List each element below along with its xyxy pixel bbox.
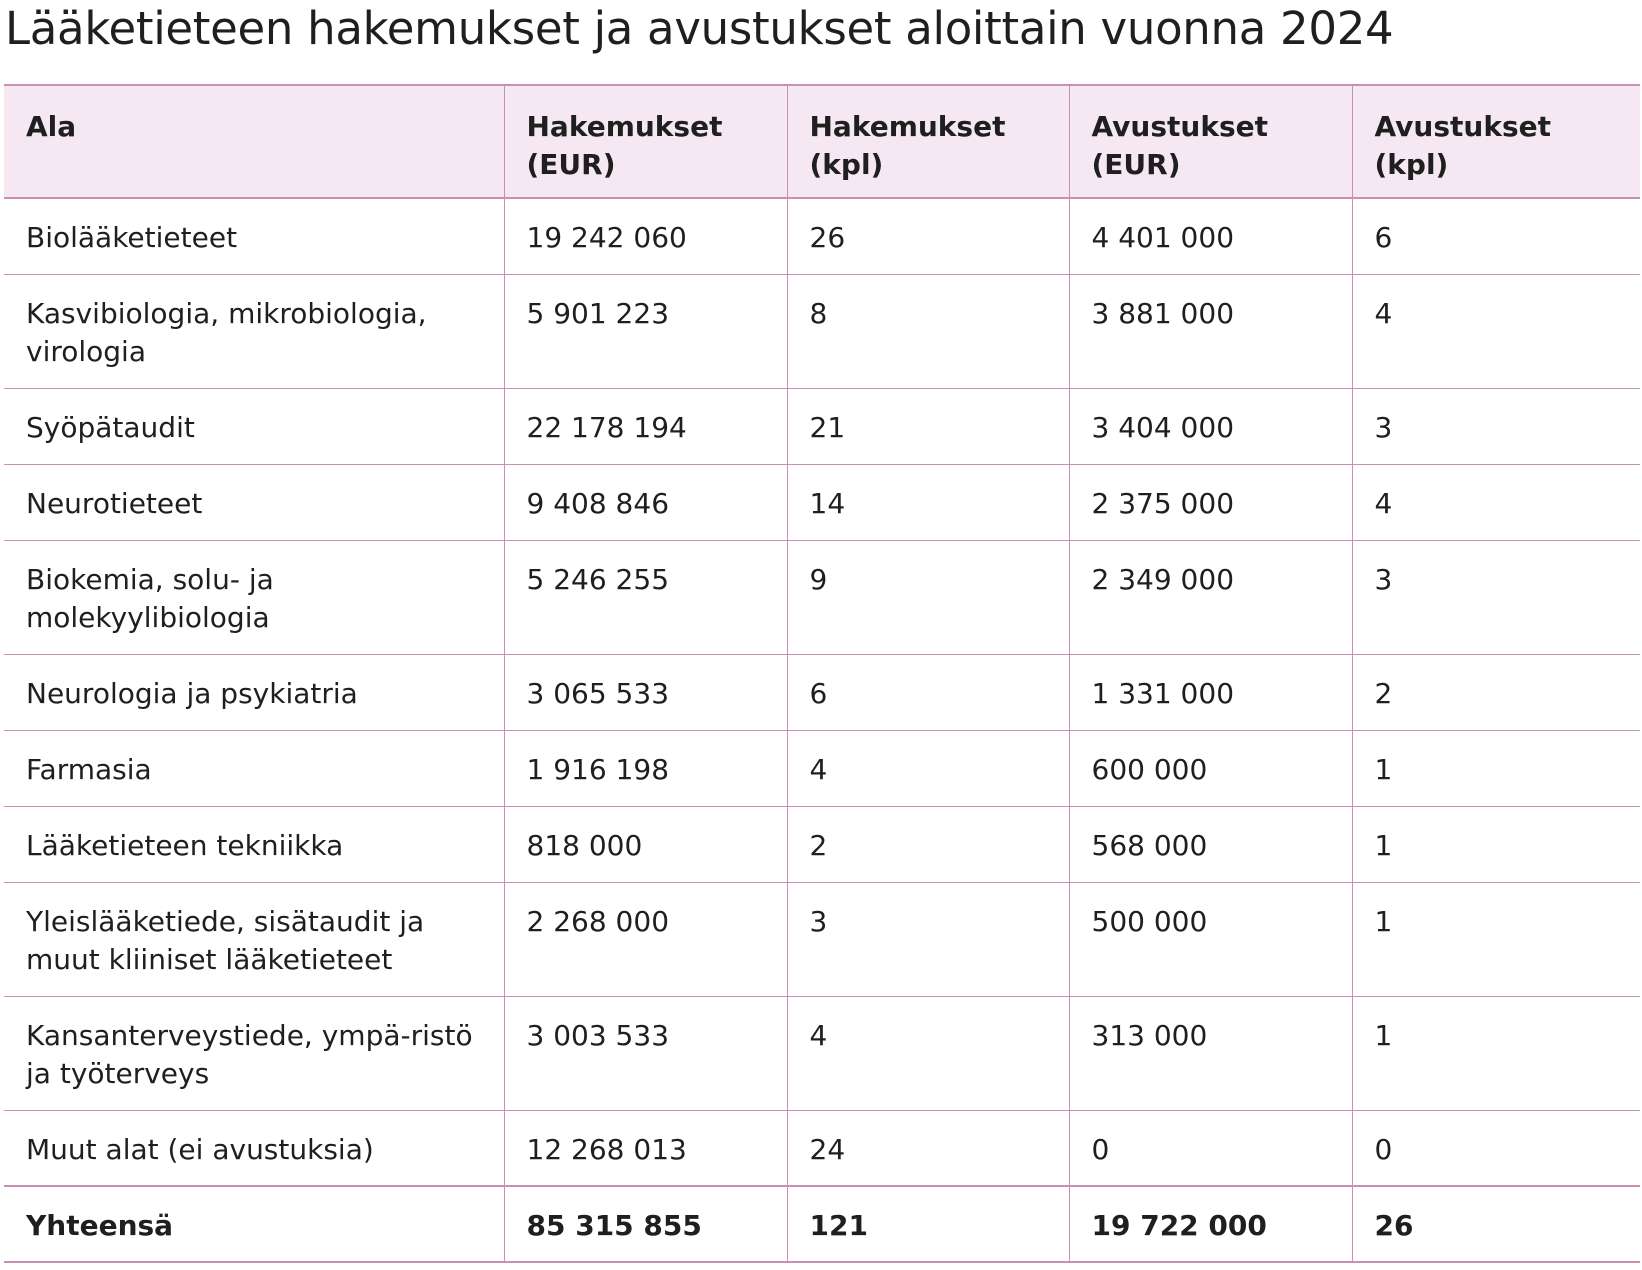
cell-hakemukset-eur: 9 408 846 xyxy=(504,464,787,540)
cell-hakemukset-eur: 2 268 000 xyxy=(504,882,787,996)
cell-hakemukset-kpl: 3 xyxy=(787,882,1069,996)
cell-avustukset-eur: 2 375 000 xyxy=(1069,464,1352,540)
cell-avustukset-kpl: 4 xyxy=(1352,274,1640,388)
header-ala: Ala xyxy=(4,85,504,198)
cell-ala: Biolääketieteet xyxy=(4,198,504,274)
cell-hakemukset-eur: 5 901 223 xyxy=(504,274,787,388)
cell-avustukset-kpl: 3 xyxy=(1352,540,1640,654)
cell-ala: Farmasia xyxy=(4,730,504,806)
table-row xyxy=(4,464,1640,540)
cell-ala: Muut alat (ei avustuksia) xyxy=(4,1110,504,1186)
total-hakemukset-eur: 85 315 855 xyxy=(504,1186,787,1262)
table-row xyxy=(4,806,1640,882)
total-hakemukset-kpl: 121 xyxy=(787,1186,1069,1262)
cell-hakemukset-kpl: 21 xyxy=(787,388,1069,464)
cell-ala: Kasvibiologia, mikrobiologia, virologia xyxy=(4,274,504,388)
table-row xyxy=(4,540,1640,654)
header-avustukset-eur: Avustukset (EUR) xyxy=(1069,85,1352,198)
cell-avustukset-kpl: 3 xyxy=(1352,388,1640,464)
data-table xyxy=(4,84,1640,1263)
cell-avustukset-kpl: 2 xyxy=(1352,654,1640,730)
cell-hakemukset-kpl: 2 xyxy=(787,806,1069,882)
header-hakemukset-kpl: Hakemukset (kpl) xyxy=(787,85,1069,198)
cell-hakemukset-eur: 22 178 194 xyxy=(504,388,787,464)
cell-avustukset-eur: 313 000 xyxy=(1069,996,1352,1110)
cell-avustukset-eur: 500 000 xyxy=(1069,882,1352,996)
cell-avustukset-kpl: 1 xyxy=(1352,996,1640,1110)
table-row xyxy=(4,388,1640,464)
cell-avustukset-eur: 4 401 000 xyxy=(1069,198,1352,274)
cell-hakemukset-kpl: 26 xyxy=(787,198,1069,274)
cell-avustukset-kpl: 1 xyxy=(1352,730,1640,806)
total-row xyxy=(4,1186,1640,1262)
cell-ala: Kansanterveystiede, ympä-ristö ja työterveys xyxy=(4,996,504,1110)
cell-hakemukset-eur: 3 003 533 xyxy=(504,996,787,1110)
cell-avustukset-eur: 1 331 000 xyxy=(1069,654,1352,730)
page-title: Lääketieteen hakemukset ja avustukset aloittain vuonna 2024 xyxy=(5,2,1394,55)
cell-avustukset-eur: 568 000 xyxy=(1069,806,1352,882)
cell-ala: Biokemia, solu- ja molekyylibiologia xyxy=(4,540,504,654)
cell-ala: Lääketieteen tekniikka xyxy=(4,806,504,882)
cell-hakemukset-eur: 3 065 533 xyxy=(504,654,787,730)
cell-hakemukset-kpl: 4 xyxy=(787,996,1069,1110)
cell-avustukset-eur: 600 000 xyxy=(1069,730,1352,806)
cell-hakemukset-kpl: 4 xyxy=(787,730,1069,806)
cell-hakemukset-kpl: 9 xyxy=(787,540,1069,654)
cell-hakemukset-eur: 818 000 xyxy=(504,806,787,882)
table-row xyxy=(4,730,1640,806)
cell-avustukset-kpl: 1 xyxy=(1352,882,1640,996)
cell-avustukset-kpl: 4 xyxy=(1352,464,1640,540)
table-row xyxy=(4,274,1640,388)
cell-avustukset-kpl: 6 xyxy=(1352,198,1640,274)
table-body xyxy=(4,198,1640,1262)
total-avustukset-eur: 19 722 000 xyxy=(1069,1186,1352,1262)
table-row xyxy=(4,654,1640,730)
cell-ala: Neurotieteet xyxy=(4,464,504,540)
cell-avustukset-kpl: 1 xyxy=(1352,806,1640,882)
cell-ala: Neurologia ja psykiatria xyxy=(4,654,504,730)
cell-hakemukset-kpl: 6 xyxy=(787,654,1069,730)
cell-avustukset-eur: 2 349 000 xyxy=(1069,540,1352,654)
cell-avustukset-eur: 0 xyxy=(1069,1110,1352,1186)
table-row xyxy=(4,198,1640,274)
cell-hakemukset-kpl: 8 xyxy=(787,274,1069,388)
table-row xyxy=(4,1110,1640,1186)
header-hakemukset-eur: Hakemukset (EUR) xyxy=(504,85,787,198)
cell-hakemukset-eur: 5 246 255 xyxy=(504,540,787,654)
total-avustukset-kpl: 26 xyxy=(1352,1186,1640,1262)
cell-ala: Yleislääketiede, sisätaudit ja muut kliiniset lääketieteet xyxy=(4,882,504,996)
table-header xyxy=(4,85,1640,198)
cell-hakemukset-kpl: 24 xyxy=(787,1110,1069,1186)
cell-hakemukset-eur: 19 242 060 xyxy=(504,198,787,274)
header-avustukset-kpl: Avustukset (kpl) xyxy=(1352,85,1640,198)
cell-avustukset-kpl: 0 xyxy=(1352,1110,1640,1186)
table-row xyxy=(4,882,1640,996)
cell-hakemukset-eur: 1 916 198 xyxy=(504,730,787,806)
cell-avustukset-eur: 3 404 000 xyxy=(1069,388,1352,464)
header-row xyxy=(4,85,1640,198)
cell-avustukset-eur: 3 881 000 xyxy=(1069,274,1352,388)
total-label: Yhteensä xyxy=(4,1186,504,1262)
table-row xyxy=(4,996,1640,1110)
cell-ala: Syöpätaudit xyxy=(4,388,504,464)
cell-hakemukset-eur: 12 268 013 xyxy=(504,1110,787,1186)
cell-hakemukset-kpl: 14 xyxy=(787,464,1069,540)
